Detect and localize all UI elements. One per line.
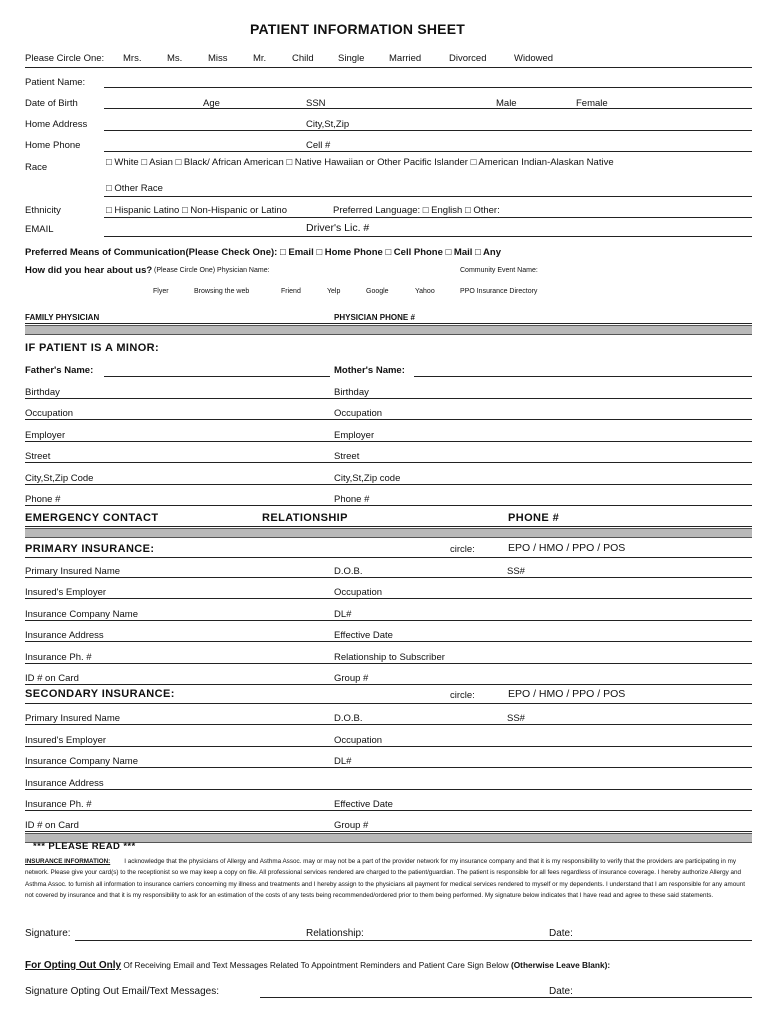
divider	[25, 557, 752, 558]
mother-city-label: City,St,Zip code	[334, 473, 401, 484]
option-widowed[interactable]: Widowed	[514, 53, 554, 64]
secondary-occupation-label: Occupation	[334, 735, 383, 746]
secondary-employer-label: Insured's Employer	[25, 735, 107, 746]
phone-field[interactable]	[25, 505, 752, 506]
insurance-information-label: INSURANCE INFORMATION:	[25, 858, 111, 865]
primary-plan-options[interactable]: EPO / HMO / PPO / POS	[508, 542, 626, 554]
opt-out-statement	[25, 960, 610, 971]
race-options[interactable]: □ White □ Asian □ Black/ African American □ Native Hawaiian or Other Pacific Islander □ American Indian-Alaskan Native	[106, 157, 614, 168]
home-address-label: Home Address	[25, 119, 88, 130]
primary-company-field[interactable]	[25, 620, 752, 621]
father-occupation-label: Occupation	[25, 408, 74, 419]
secondary-ss-label: SS#	[507, 713, 525, 724]
city-field[interactable]	[25, 484, 752, 485]
primary-phone-field[interactable]	[25, 663, 752, 664]
source-ppo-directory[interactable]: PPO Insurance Directory	[460, 288, 538, 295]
family-physician-label: FAMILY PHYSICIAN	[25, 313, 100, 322]
mother-street-label: Street	[334, 451, 360, 462]
patient-name-field[interactable]	[104, 87, 752, 88]
father-birthday-label: Birthday	[25, 387, 60, 398]
race-field-line	[104, 196, 752, 197]
physician-phone-label: PHYSICIAN PHONE #	[334, 313, 415, 322]
primary-ss-label: SS#	[507, 566, 525, 577]
father-phone-label: Phone #	[25, 494, 61, 505]
opt-out-date-label: Date:	[549, 986, 573, 997]
divider	[25, 67, 752, 68]
secondary-insurance-heading: SECONDARY INSURANCE:	[25, 688, 175, 700]
signature-field[interactable]	[75, 940, 752, 941]
primary-effective-label: Effective Date	[334, 630, 393, 641]
secondary-phone-label: Insurance Ph. #	[25, 799, 92, 810]
ethnicity-label: Ethnicity	[25, 205, 61, 216]
employer-field[interactable]	[25, 441, 752, 442]
secondary-group-label: Group #	[334, 820, 369, 831]
primary-dob-label: D.O.B.	[334, 566, 363, 577]
secondary-phone-field[interactable]	[25, 810, 752, 811]
option-divorced[interactable]: Divorced	[449, 53, 487, 64]
secondary-id-field[interactable]	[25, 831, 752, 832]
email-label: EMAIL	[25, 224, 54, 235]
age-label: Age	[203, 98, 220, 109]
insurance-information-text: I acknowledge that the physicians of Allergy and Asthma Assoc. may or may not be a part of the provider network for my insurance company and that it is my responsibility to verify that the providers are participating in my network. Please give your card(s) to the receptionist so we may keep a copy on file. All professional services rendered are charged to the patient/guardian. The patient is responsible for all fees regardless of insurance coverage. I hereby authorize Allergy and Asthma Assoc. to furnish all information to insurance carriers concerning my illness and treatments and I hereby assign to the physicians all payment for medical services rendered to myself or my dependents. I understand that I am responsible for any amount not covered by insurance and that it is my responsibility to ask for an estimation of the costs of any tests being recommended/ordered prior to them being performed. My signature below indicates that I have read and agree to these said statements.	[25, 858, 745, 899]
secondary-effective-label: Effective Date	[334, 799, 393, 810]
occupation-field[interactable]	[25, 419, 752, 420]
secondary-circle-label: circle:	[450, 690, 475, 701]
secondary-id-label: ID # on Card	[25, 820, 79, 831]
dob-field[interactable]	[104, 108, 752, 109]
home-address-field[interactable]	[104, 130, 752, 131]
city-label: City,St,Zip	[306, 119, 350, 130]
ethnicity-options[interactable]: □ Hispanic Latino □ Non-Hispanic or Latino	[106, 205, 287, 216]
opt-out-lead: For Opting Out Only	[25, 960, 122, 971]
page-title: PATIENT INFORMATION SHEET	[250, 21, 465, 37]
secondary-employer-field[interactable]	[25, 746, 752, 747]
mother-employer-label: Employer	[334, 430, 375, 441]
primary-employer-label: Insured's Employer	[25, 587, 107, 598]
street-field[interactable]	[25, 462, 752, 463]
secondary-insured-name-label: Primary Insured Name	[25, 713, 121, 724]
home-phone-field[interactable]	[104, 151, 752, 152]
secondary-address-field[interactable]	[25, 789, 752, 790]
mothers-name-field[interactable]	[414, 376, 752, 377]
father-city-label: City,St,Zip Code	[25, 473, 94, 484]
primary-employer-field[interactable]	[25, 598, 752, 599]
option-miss[interactable]: Miss	[208, 53, 228, 64]
insurance-information-paragraph	[25, 856, 751, 901]
minor-heading: IF PATIENT IS A MINOR:	[25, 342, 160, 354]
primary-insured-name-label: Primary Insured Name	[25, 566, 121, 577]
secondary-company-label: Insurance Company Name	[25, 756, 138, 767]
female-option[interactable]: Female	[576, 98, 608, 109]
relationship-sign-label: Relationship:	[306, 928, 364, 939]
race-other-option[interactable]: □ Other Race	[106, 183, 163, 194]
opt-out-signature-label: Signature Opting Out Email/Text Messages:	[25, 986, 219, 997]
primary-address-field[interactable]	[25, 641, 752, 642]
signature-label: Signature:	[25, 928, 71, 939]
please-read-heading: *** PLEASE READ ***	[33, 841, 136, 852]
preferred-communication[interactable]: Preferred Means of Communication(Please Check One): □ Email □ Home Phone □ Cell Phone □ Mail □ Any	[25, 247, 501, 258]
ethnicity-line	[104, 217, 752, 218]
race-label: Race	[25, 162, 48, 173]
cell-label: Cell #	[306, 140, 331, 151]
option-mrs[interactable]: Mrs.	[123, 53, 142, 64]
primary-phone-label: Insurance Ph. #	[25, 652, 92, 663]
opt-out-tail: (Otherwise Leave Blank):	[510, 960, 611, 970]
birthday-field[interactable]	[25, 398, 752, 399]
emergency-field[interactable]	[25, 526, 752, 527]
source-google[interactable]: Google	[366, 288, 389, 295]
option-married[interactable]: Married	[389, 53, 422, 64]
secondary-dob-label: D.O.B.	[334, 713, 363, 724]
option-ms[interactable]: Ms.	[167, 53, 183, 64]
divider	[25, 703, 752, 704]
mother-phone-label: Phone #	[334, 494, 370, 505]
mother-birthday-label: Birthday	[334, 387, 369, 398]
father-employer-label: Employer	[25, 430, 66, 441]
secondary-dl-label: DL#	[334, 756, 352, 767]
signature-date-label: Date:	[549, 928, 573, 939]
option-mr[interactable]: Mr.	[253, 53, 267, 64]
divider	[25, 323, 752, 324]
secondary-address-label: Insurance Address	[25, 778, 104, 789]
source-flyer[interactable]: Flyer	[153, 288, 169, 295]
primary-dl-label: DL#	[334, 609, 352, 620]
source-friend[interactable]: Friend	[281, 288, 301, 295]
option-child[interactable]: Child	[292, 53, 314, 64]
opt-out-signature-field[interactable]	[260, 997, 752, 998]
drivers-lic-label: Driver's Lic. #	[306, 222, 370, 234]
community-event-label: Community Event Name:	[460, 267, 538, 274]
primary-insured-field[interactable]	[25, 577, 752, 578]
primary-insurance-heading: PRIMARY INSURANCE:	[25, 543, 155, 555]
mothers-name-label: Mother's Name:	[334, 365, 405, 376]
email-field[interactable]	[104, 236, 752, 237]
male-option[interactable]: Male	[496, 98, 517, 109]
preferred-language[interactable]: Preferred Language: □ English □ Other:	[333, 205, 500, 216]
fathers-name-field[interactable]	[104, 376, 330, 377]
hear-about-note: (Please Circle One) Physician Name:	[154, 267, 270, 274]
opt-out-text: Of Receiving Email and Text Messages Related To Appointment Reminders and Patient Care Sign Below	[121, 960, 511, 970]
circle-one-label: Please Circle One:	[25, 53, 105, 64]
section-bar	[25, 528, 752, 538]
fathers-name-label: Father's Name:	[25, 365, 94, 376]
ssn-label: SSN	[306, 98, 326, 109]
source-browsing[interactable]: Browsing the web	[194, 288, 250, 295]
primary-occupation-label: Occupation	[334, 587, 383, 598]
primary-id-field[interactable]	[25, 684, 752, 685]
primary-circle-label: circle:	[450, 544, 475, 555]
dob-label: Date of Birth	[25, 98, 78, 109]
secondary-insured-field[interactable]	[25, 724, 752, 725]
father-street-label: Street	[25, 451, 51, 462]
emergency-contact-label: EMERGENCY CONTACT	[25, 512, 159, 524]
primary-company-label: Insurance Company Name	[25, 609, 138, 620]
home-phone-label: Home Phone	[25, 140, 81, 151]
option-single[interactable]: Single	[338, 53, 365, 64]
emergency-phone-label: PHONE #	[508, 512, 560, 524]
source-yelp[interactable]: Yelp	[327, 288, 341, 295]
primary-group-label: Group #	[334, 673, 369, 684]
primary-relationship-label: Relationship to Subscriber	[334, 652, 445, 663]
source-yahoo[interactable]: Yahoo	[415, 288, 435, 295]
primary-address-label: Insurance Address	[25, 630, 104, 641]
patient-name-label: Patient Name:	[25, 77, 86, 88]
secondary-company-field[interactable]	[25, 767, 752, 768]
mother-occupation-label: Occupation	[334, 408, 383, 419]
section-bar	[25, 325, 752, 335]
hear-about-label: How did you hear about us?	[25, 265, 153, 276]
relationship-label: RELATIONSHIP	[262, 512, 348, 524]
secondary-plan-options[interactable]: EPO / HMO / PPO / POS	[508, 688, 626, 700]
primary-id-label: ID # on Card	[25, 673, 79, 684]
